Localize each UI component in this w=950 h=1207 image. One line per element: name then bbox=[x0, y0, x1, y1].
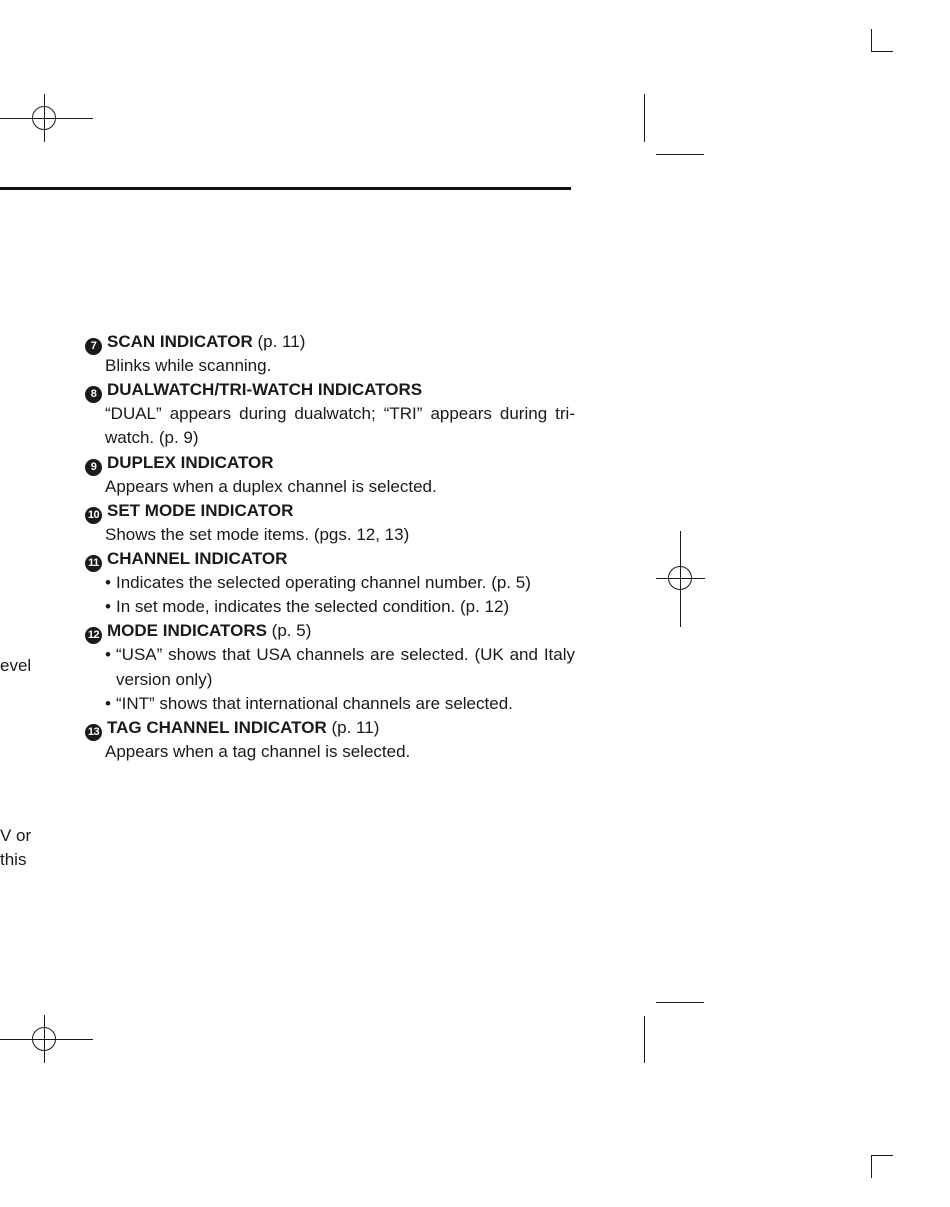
crop-mark bbox=[644, 94, 645, 142]
item-description: Appears when a duplex channel is selected. bbox=[105, 476, 437, 496]
item-heading bbox=[85, 547, 575, 571]
item-title: TAG CHANNEL INDICATOR bbox=[107, 718, 327, 738]
crop-mark bbox=[871, 1155, 893, 1156]
item-number: 12 bbox=[85, 627, 102, 644]
item-description: “DUAL” appears during dualwatch; “TRI” appears during tri-watch. (p. 9) bbox=[105, 404, 575, 448]
item-number: 7 bbox=[85, 338, 102, 355]
registration-circle bbox=[32, 1027, 56, 1051]
item-heading bbox=[85, 378, 575, 402]
bullet-text: “USA” shows that USA channels are selected. (UK and Italy version only) bbox=[116, 645, 575, 689]
registration-circle bbox=[668, 566, 692, 590]
item-heading bbox=[85, 619, 575, 643]
item-number: 8 bbox=[85, 386, 102, 403]
item-title: SET MODE INDICATOR bbox=[107, 500, 294, 520]
list-item bbox=[85, 547, 575, 619]
item-title: MODE INDICATORS bbox=[107, 621, 267, 641]
item-heading bbox=[85, 716, 575, 740]
item-number: 11 bbox=[85, 555, 102, 572]
bullet-dot: • bbox=[105, 693, 111, 713]
indicator-list bbox=[85, 330, 575, 764]
item-heading bbox=[85, 330, 575, 354]
crop-mark bbox=[656, 1002, 704, 1003]
item-number: 13 bbox=[85, 724, 102, 741]
page-reference: (p. 11) bbox=[257, 332, 306, 351]
item-title: CHANNEL INDICATOR bbox=[107, 549, 288, 569]
item-heading bbox=[85, 499, 575, 523]
list-item bbox=[85, 378, 575, 450]
bullet-item bbox=[85, 692, 575, 716]
left-column-fragment: this bbox=[0, 850, 27, 869]
list-item bbox=[85, 619, 575, 716]
left-column-fragment: V or bbox=[0, 826, 32, 845]
crop-mark bbox=[871, 51, 893, 52]
header-rule bbox=[0, 187, 571, 190]
item-title: DUPLEX INDICATOR bbox=[107, 452, 274, 472]
registration-circle bbox=[32, 106, 56, 130]
bullet-dot: • bbox=[105, 645, 111, 665]
item-number: 10 bbox=[85, 507, 102, 524]
item-title: SCAN INDICATOR bbox=[107, 332, 253, 351]
bullet-text: “INT” shows that international channels are selected. bbox=[116, 693, 513, 713]
bullet-item bbox=[85, 571, 575, 595]
list-item bbox=[85, 716, 575, 764]
item-description: Blinks while scanning. bbox=[105, 356, 272, 375]
item-title: DUALWATCH/TRI-WATCH INDICATORS bbox=[107, 380, 423, 400]
list-item bbox=[85, 499, 575, 547]
list-item bbox=[85, 451, 575, 499]
item-number: 9 bbox=[85, 459, 102, 476]
item-description: Appears when a tag channel is selected. bbox=[105, 742, 411, 762]
item-heading bbox=[85, 451, 575, 475]
crop-mark bbox=[644, 1016, 645, 1063]
page-reference: (p. 5) bbox=[271, 621, 312, 641]
bullet-text: In set mode, indicates the selected condition. (p. 12) bbox=[116, 597, 510, 617]
page-reference: (p. 11) bbox=[331, 718, 380, 738]
bullet-item bbox=[85, 643, 575, 691]
left-column-fragment: evel bbox=[0, 656, 32, 675]
bullet-dot: • bbox=[105, 573, 111, 593]
bullet-dot: • bbox=[105, 597, 111, 617]
list-item bbox=[85, 330, 575, 378]
item-description: Shows the set mode items. (pgs. 12, 13) bbox=[105, 524, 410, 544]
bullet-text: Indicates the selected operating channel number. (p. 5) bbox=[116, 573, 531, 593]
crop-mark bbox=[871, 1155, 872, 1178]
crop-mark bbox=[656, 154, 704, 155]
crop-mark bbox=[871, 29, 872, 52]
bullet-item bbox=[85, 595, 575, 619]
